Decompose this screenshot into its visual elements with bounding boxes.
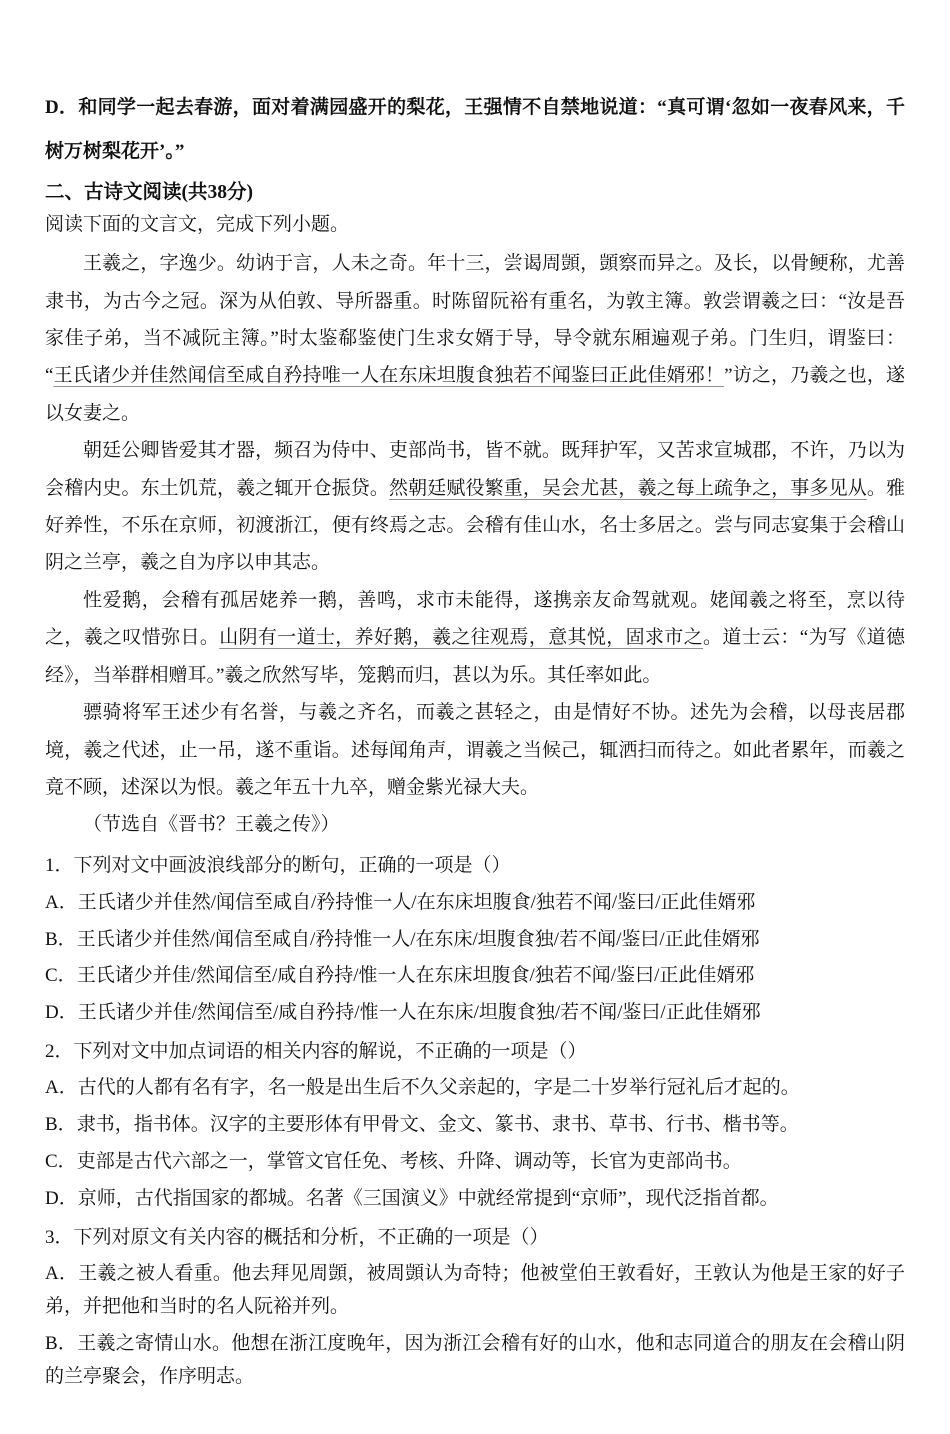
option-label: A． [45, 1263, 79, 1285]
passage-segment: 朝廷公卿皆爱其才器，频召为侍中、吏部尚书，皆不就。既拜护军，又苦求宣城郡，不许，乃以为会稽内史。东土饥荒，羲之辄开仓振贷。 [45, 440, 905, 499]
passage-paragraph [45, 582, 905, 694]
reading-instruction: 阅读下面的文言文，完成下列小题。 [45, 213, 350, 235]
underlined-passage-segment: 王氏诸少并佳然闻信至咸自矜持唯一人在东床坦腹食独若不闻鉴曰正此佳婿邪！ [53, 365, 725, 387]
question-stem [45, 1222, 905, 1254]
classical-passage [45, 245, 905, 806]
passage-segment: 性爱鹅，会稽有孤居姥养一鹅，善鸣，求市未能得，遂携亲友命驾就观。姥闻羲之将至，烹以待之，羲之叹惜弥日。 [45, 589, 905, 649]
option-text: 王氏诸少并佳/然闻信至/咸自矜持/惟一人在东床/坦腹食独/若不闻/鉴曰/正此佳婿邪 [77, 1002, 761, 1024]
option-label: B． [45, 1114, 77, 1136]
passage-paragraph [45, 245, 905, 432]
question-stem-text: 下列对原文有关内容的概括和分析，不正确的一项是（） [73, 1226, 549, 1248]
option-text: 王羲之寄情山水。他想在浙江度晚年，因为浙江会稽有好的山水，他和志同道合的朋友在会稽山阴的兰亭聚会，作序明志。 [45, 1332, 905, 1387]
answer-option [45, 1258, 905, 1324]
question-number: 3． [45, 1226, 74, 1248]
section-heading: 二、古诗文阅读(共38分) [45, 182, 253, 204]
option-text: 王氏诸少并佳/然闻信至/咸自矜持/惟一人在东床坦腹食/独若不闻/鉴曰/正此佳婿邪 [76, 965, 755, 987]
passage-segment: 。雅好养性，不乐在京师，初渡浙江，便有终焉之志。会稽有佳山水，名士多居之。尝与同志宴集于会稽山阴之兰亭，羲之自为序以申其志。 [45, 477, 905, 574]
answer-option [45, 1109, 905, 1142]
option-label: C． [45, 1151, 77, 1173]
option-text: 和同学一起去春游，面对着满园盛开的梨花，王强情不自禁地说道：“真可谓‘忽如一夜春风来，千树万树梨花开’。” [45, 97, 905, 162]
passage-paragraph [45, 432, 905, 582]
underlined-passage-segment: 山阴有一道士，养好鹅，羲之往观焉，意其悦，固求市之 [219, 627, 704, 649]
answer-option [45, 960, 905, 993]
option-text: 隶书，指书体。汉字的主要形体有甲骨文、金文、篆书、隶书、草书、行书、楷书等。 [76, 1114, 799, 1136]
question-list [45, 850, 905, 1393]
passage-segment: ”访之，乃羲之也，遂以女妻之。 [45, 365, 905, 424]
option-label: B． [45, 1332, 78, 1354]
question [45, 1222, 905, 1394]
option-text: 吏部是古代六部之一，掌管文官任免、考核、升降、调动等，长官为吏部尚书。 [76, 1151, 742, 1173]
answer-option [45, 887, 905, 920]
passage-source: （节选自《晋书？王羲之传》） [83, 814, 340, 836]
option-label: B． [45, 928, 77, 950]
question-number: 2． [45, 1041, 74, 1063]
passage-segment: 。道士云：“为写《道德经》，当举群相赠耳。”羲之欣然写毕，笼鹅而归，甚以为乐。其任率如此。 [45, 627, 905, 686]
question [45, 1036, 905, 1216]
option-label: D． [45, 1002, 78, 1024]
carryover-option-d [45, 86, 905, 173]
option-label: C． [45, 965, 77, 987]
option-label: A． [45, 1077, 78, 1099]
answer-option [45, 997, 905, 1030]
option-text: 王氏诸少并佳然/闻信至咸自/矜持惟一人/在东床/坦腹食独/若不闻/鉴曰/正此佳婿邪 [76, 928, 760, 950]
underlined-passage-segment: 然朝廷赋役繁重，吴会尤甚，羲之每上疏争之，事多见从 [389, 477, 867, 499]
passage-segment: 骠骑将军王述少有名誉，与羲之齐名，而羲之甚轻之，由是情好不协。述先为会稽，以母丧居郡境，羲之代述，止一吊，遂不重诣。述每闻角声，谓羲之当候己，辄洒扫而待之。如此者累年，而羲之竟不顾，述深以为恨。羲之年五十九卒，赠金紫光禄大夫。 [45, 702, 905, 798]
option-text: 古代的人都有名有字，名一般是出生后不久父亲起的，字是二十岁举行冠礼后才起的。 [77, 1077, 800, 1099]
answer-option [45, 924, 905, 957]
option-label: D． [45, 97, 79, 118]
passage-segment: 王羲之，字逸少。幼讷于言，人未之奇。年十三，尝谒周顗，顗察而异之。及长，以骨鲠称，尤善隶书，为古今之冠。深为从伯敦、导所器重。时陈留阮裕有重名，为敦主簿。敦尝谓羲之曰：“汝是吾家佳子弟，当不减阮主簿。”时太鉴郗鉴使门生求女婿于导，导令就东厢遍观子弟。门生归，谓鉴曰：“ [45, 253, 905, 387]
question [45, 850, 905, 1030]
answer-option [45, 1146, 905, 1179]
option-label: D． [45, 1188, 78, 1210]
question-stem [45, 850, 905, 882]
passage-paragraph [45, 694, 905, 806]
question-stem [45, 1036, 905, 1068]
option-label: A． [45, 891, 78, 913]
question-stem-text: 下列对文中画波浪线部分的断句，正确的一项是（） [73, 855, 511, 877]
question-stem-text: 下列对文中加点词语的相关内容的解说，不正确的一项是（） [73, 1041, 587, 1063]
question-number: 1． [45, 855, 74, 877]
option-text: 京师，古代指国家的都城。名著《三国演义》中就经常提到“京师”，现代泛指首都。 [77, 1188, 779, 1210]
option-text: 王氏诸少并佳然/闻信至咸自/矜持惟一人/在东床坦腹食/独若不闻/鉴曰/正此佳婿邪 [77, 891, 756, 913]
answer-option [45, 1183, 905, 1216]
answer-option [45, 1072, 905, 1105]
answer-option [45, 1328, 905, 1394]
option-text: 王羲之被人看重。他去拜见周顗，被周顗认为奇特；他被堂伯王敦看好，王敦认为他是王家的好子弟，并把他和当时的名人阮裕并列。 [45, 1263, 905, 1318]
